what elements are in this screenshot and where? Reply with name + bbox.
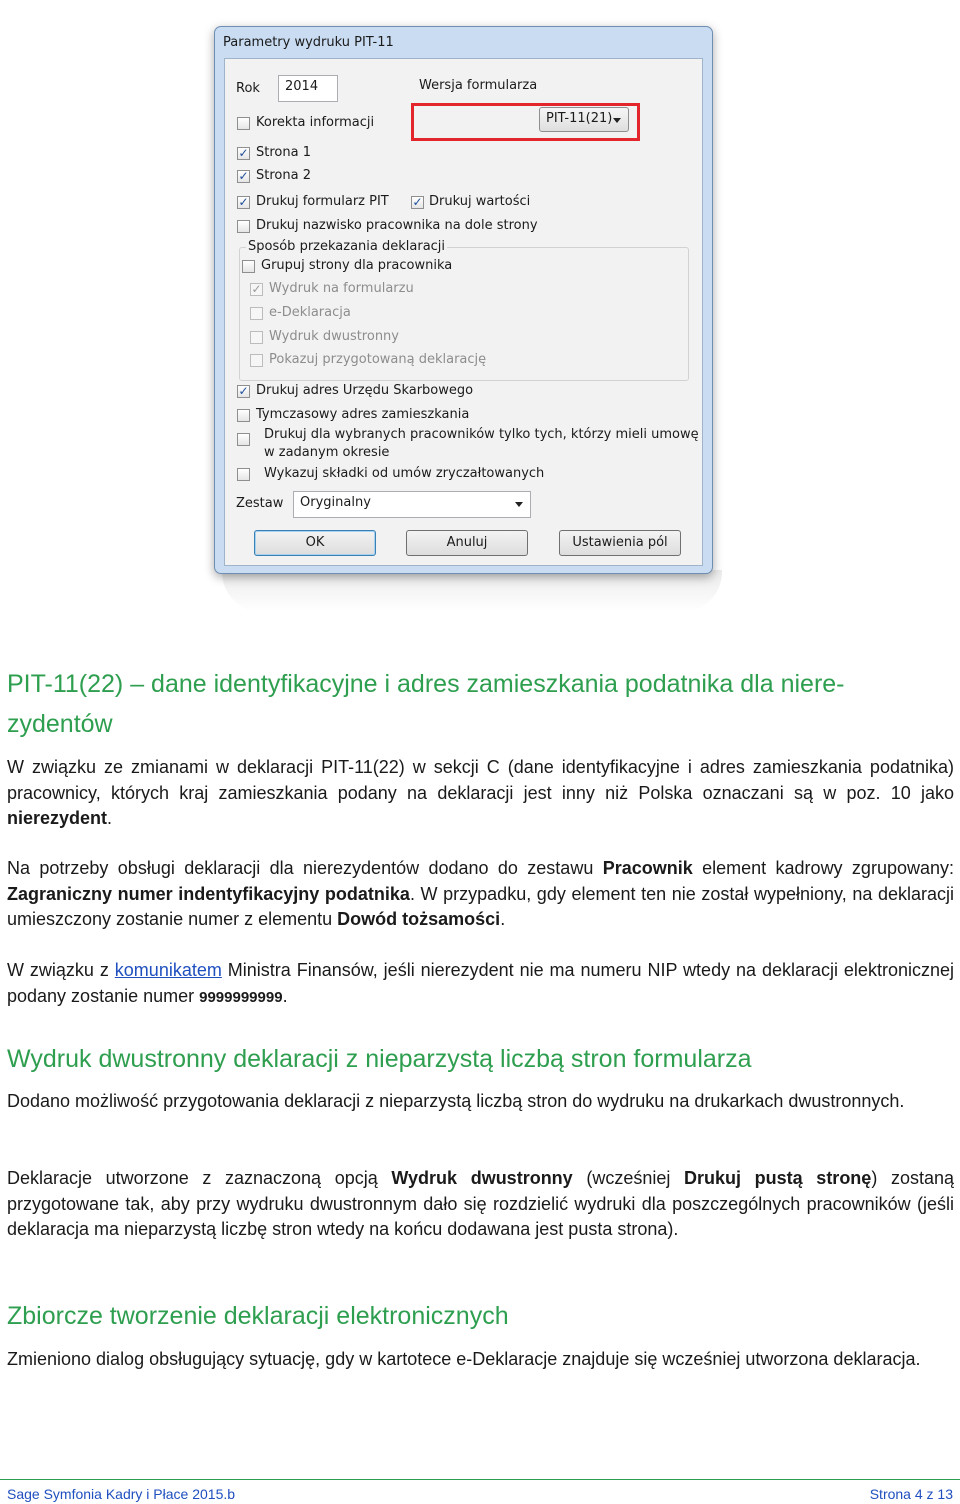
rok-input[interactable]: 2014	[278, 75, 338, 102]
p5-a: Deklaracje utworzone z zaznaczoną opcją	[7, 1168, 392, 1188]
chevron-down-icon	[515, 502, 523, 507]
wykazuj-label: Wykazuj składki od umów zryczałtowanych	[264, 466, 545, 481]
p2-a: Na potrzeby obsługi deklaracji dla nierezydentów dodano do zestawu	[7, 858, 603, 878]
p1-text: W związku ze zmianami w deklaracji PIT-11(22) w sekcji C (dane identyfikacyjne i adres zamieszkania podatnika) pracownicy, których kraj zamieszkania podany na deklaracji jest inny niż Polska oznaczani są w poz. 10 jako	[7, 757, 954, 803]
paragraph-dwustronne: Dodano możliwość przygotowania deklaracji z nieparzystą liczbą stron do wydruku na drukarkach dwustronnych.	[7, 1091, 905, 1111]
drukuj-formularz-label: Drukuj formularz PIT	[256, 194, 389, 209]
komunikat-link[interactable]: komunikatem	[114, 960, 222, 980]
p3-c: .	[282, 985, 288, 1006]
section-title-zbiorcze: Zbiorcze tworzenie deklaracji elektronicznych	[7, 1302, 509, 1330]
group-label: Sposób przekazania deklaracji	[248, 239, 446, 254]
p2-e: . W przypadku, gdy element ten nie został wypełniony, na deklaracji umieszczony zostanie numer z elementu	[7, 883, 954, 929]
section-title-line2: zydentów	[7, 710, 113, 738]
print-parameters-dialog	[214, 26, 713, 574]
field-settings-button[interactable]: Ustawienia pól	[559, 530, 681, 556]
checkbox-e-deklaracja[interactable]	[250, 307, 263, 320]
p2-f: Dowód tożsamości	[337, 909, 501, 929]
dialog-body	[224, 58, 703, 566]
zestaw-value: Oryginalny	[300, 495, 371, 510]
dialog-shadow	[222, 570, 722, 612]
zestaw-select[interactable]	[293, 491, 531, 518]
p2-g: .	[500, 909, 506, 929]
p5-c: (wcześniej	[572, 1168, 685, 1188]
strona1-label: Strona 1	[256, 145, 311, 160]
p2-d: Zagraniczny numer indentyfikacyjny podatnika	[7, 883, 410, 904]
wydruk-dwustronny-label: Wydruk dwustronny	[269, 329, 399, 344]
checkbox-korekta[interactable]	[237, 117, 250, 130]
wersja-label: Wersja formularza	[419, 78, 538, 93]
checkbox-tymczasowy-adres[interactable]	[237, 409, 250, 422]
checkbox-pokazuj[interactable]	[250, 354, 263, 367]
p3-number: 9999999999	[199, 988, 283, 1006]
cancel-button[interactable]: Anuluj	[406, 530, 528, 556]
checkbox-wydruk-dwustronny[interactable]	[250, 331, 263, 344]
pokazuj-label: Pokazuj przygotowaną deklarację	[269, 352, 487, 367]
wersja-value: PIT-11(21)	[546, 111, 613, 126]
p1-bold: nierezydent	[7, 808, 108, 828]
section-title-wydruk-dwustronny: Wydruk dwustronny deklaracji z nieparzystą liczbą stron formularza	[7, 1045, 752, 1073]
checkbox-drukuj-wartosci[interactable]: ✓	[412, 195, 423, 209]
korekta-label: Korekta informacji	[256, 115, 375, 130]
drukuj-wybranych-label-2: w zadanym okresie	[264, 445, 390, 460]
drukuj-wartosci-label: Drukuj wartości	[429, 194, 531, 209]
footer-product: Sage Symfonia Kadry i Płace 2015.b	[7, 1486, 236, 1502]
e-deklaracja-label: e-Deklaracja	[269, 305, 351, 320]
zestaw-label: Zestaw	[236, 496, 284, 511]
paragraph-pracownik	[7, 856, 954, 933]
tymczasowy-adres-label: Tymczasowy adres zamieszkania	[256, 407, 470, 422]
checkbox-grupuj[interactable]	[242, 260, 255, 273]
rok-label: Rok	[236, 81, 260, 96]
paragraph-nierezydent	[7, 755, 954, 832]
drukuj-nazwisko-label: Drukuj nazwisko pracownika na dole strony	[256, 218, 538, 233]
checkbox-drukuj-nazwisko[interactable]	[237, 220, 250, 233]
drukuj-wybranych-label: Drukuj dla wybranych pracowników tylko tych, którzy mieli umowę	[264, 427, 699, 442]
checkbox-strona1[interactable]: ✓	[238, 146, 249, 160]
p2-b: Pracownik	[602, 858, 693, 878]
p2-c: element kadrowy zgrupowany:	[692, 858, 954, 878]
checkbox-drukuj-wybranych[interactable]	[237, 433, 250, 446]
section-title-line1: PIT-11(22) – dane identyfikacyjne i adres zamieszkania podatnika dla niere-	[7, 670, 845, 698]
p3-b: Ministra Finansów, jeśli nierezydent nie ma numeru NIP wtedy na deklaracji elektronicznej podany zostanie numer	[7, 960, 954, 1006]
strona2-label: Strona 2	[256, 168, 311, 183]
ok-button[interactable]: OK	[254, 530, 376, 556]
dialog-title: Parametry wydruku PIT-11	[223, 35, 394, 50]
p1-end: .	[107, 808, 113, 828]
p5-e: ) zostaną przygotowane tak, aby przy wydruku dwustronnym dało się rozdzielić wydruki dla poszczególnych pracowników (jeśli deklaracja ma nieparzystą liczbę stron wtedy na końcu dodawana jest pusta strona).	[7, 1168, 955, 1239]
wersja-select[interactable]	[539, 107, 629, 132]
drukuj-adres-us-label: Drukuj adres Urzędu Skarbowego	[256, 383, 474, 398]
p5-d: Drukuj pustą stronę	[684, 1168, 872, 1188]
footer-page-number: Strona 4 z 13	[869, 1486, 953, 1502]
chevron-down-icon	[613, 118, 621, 123]
checkbox-drukuj-adres-us[interactable]: ✓	[238, 384, 249, 398]
page-footer	[0, 1479, 960, 1504]
section-title-pit11	[7, 664, 845, 744]
paragraph-komunikat	[7, 958, 954, 1010]
wydruk-na-formularzu-label: Wydruk na formularzu	[269, 281, 414, 296]
grupuj-label: Grupuj strony dla pracownika	[261, 258, 453, 273]
p5-b: Wydruk dwustronny	[391, 1168, 573, 1188]
p3-a: W związku z	[7, 960, 115, 980]
checkbox-wykazuj[interactable]	[237, 468, 250, 481]
paragraph-zbiorcze: Zmieniono dialog obsługujący sytuację, gdy w kartotece e-Deklaracje znajduje się wcześniej utworzona deklaracja.	[7, 1349, 921, 1369]
checkbox-wydruk-na-formularzu[interactable]: ✓	[251, 282, 262, 296]
checkbox-drukuj-formularz[interactable]: ✓	[238, 195, 249, 209]
paragraph-wydruk-opcja	[7, 1166, 954, 1243]
checkbox-strona2[interactable]: ✓	[238, 169, 249, 183]
